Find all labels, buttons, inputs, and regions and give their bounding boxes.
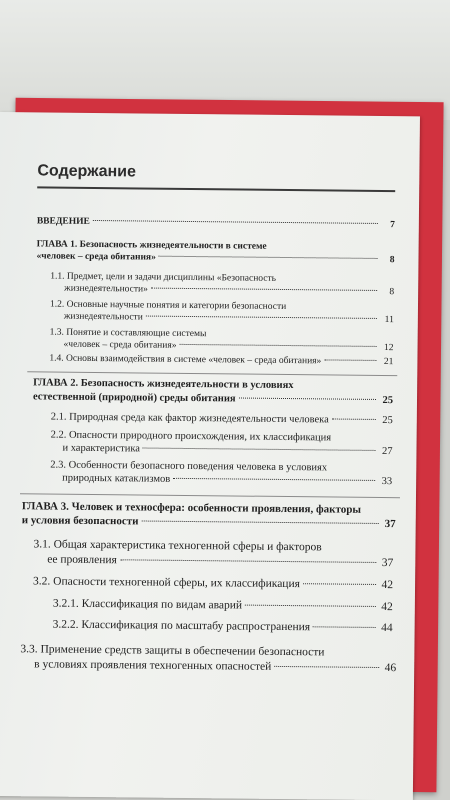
toc-page-number: 25	[382, 415, 393, 427]
toc-entry-title: 3.2.1. Классификация по видам аварий	[52, 597, 243, 612]
toc-entry-title-line1: ГЛАВА 2. Безопасность жизнедеятельности в условиях	[33, 377, 294, 392]
toc-page-number: 37	[381, 557, 394, 570]
toc-entry-title-line2: и условия безопасности	[21, 514, 139, 528]
toc-entry-title-line2: природных катаклизмов	[62, 472, 171, 485]
toc-entry-title-line2: «человек – среда обитания»	[36, 251, 156, 263]
toc-entry-title-line1: 1.2. Основные научные понятия и категории безопасности	[49, 299, 287, 313]
toc-page-number: 44	[381, 622, 393, 635]
toc-page-number: 8	[389, 255, 395, 266]
section-divider	[20, 493, 400, 498]
toc-page-number: 11	[384, 315, 394, 326]
toc-page-number: 8	[389, 287, 395, 298]
dot-leader	[245, 605, 376, 607]
section-divider	[27, 371, 397, 376]
toc-entry-1-3	[0, 326, 418, 354]
dot-leader	[332, 418, 376, 419]
toc-entry-3-2-1	[0, 596, 415, 615]
toc-entry-title-line2: ее проявления	[47, 553, 117, 567]
toc-entry-title-line1: 3.1. Общая характеристика техногенной сферы и факторов	[33, 538, 322, 554]
toc-entry-title-line2: и характеристика	[62, 442, 141, 455]
toc-page-number: 12	[383, 343, 394, 354]
toc-entry-2-2	[0, 428, 417, 458]
dot-leader	[151, 288, 377, 291]
toc-entry-chapter-3	[0, 499, 416, 531]
toc-entry-title-line1: ГЛАВА 3. Человек и техносфера: особенности проявления, факторы	[21, 500, 362, 516]
toc-entry-title-line2: в условиях проявления техногенных опасностей	[34, 658, 272, 673]
dot-leader	[324, 359, 376, 361]
toc-entry-title-line1: ГЛАВА 1. Безопасность жизнедеятельности в системе	[36, 239, 267, 252]
toc-page-number: 33	[381, 476, 393, 488]
toc-entry-title: ВВЕДЕНИЕ	[36, 216, 90, 227]
toc-page-number: 21	[383, 357, 394, 368]
page-heading: Содержание	[37, 162, 395, 192]
dot-leader	[146, 316, 377, 319]
dot-leader	[173, 478, 375, 481]
toc-page-number: 7	[390, 220, 395, 231]
toc-entry-1-4	[0, 352, 417, 368]
toc-page-number: 42	[381, 601, 393, 614]
toc-entry-title-line1: 1.1. Предмет, цели и задачи дисциплины «Безопасность	[50, 271, 277, 284]
toc-entry-title-line1: 2.3. Особенности безопасного поведения человека в условиях	[50, 459, 328, 474]
toc-page-number: 27	[381, 446, 393, 458]
toc-entry-introduction	[0, 215, 419, 231]
dot-leader	[313, 626, 376, 628]
toc-entry-title: 3.2.2. Классификация по масштабу распространения	[52, 618, 311, 634]
toc-entry-3-1	[0, 537, 416, 571]
toc-entry-1-2	[0, 298, 418, 326]
toc-entry-chapter-2	[0, 376, 417, 408]
dot-leader	[303, 583, 376, 585]
dot-leader	[120, 559, 376, 563]
toc-entry-1-1	[0, 270, 418, 298]
toc-entry-title: 3.2. Опасности техногенной сферы, их классификация	[33, 575, 300, 591]
dot-leader	[179, 344, 376, 347]
toc-entry-3-3	[0, 642, 414, 676]
toc-entry-title-line2: естественной (природной) среды обитания	[32, 391, 236, 405]
dot-leader	[143, 448, 376, 451]
toc-entry-title-line2: «человек – среда обитания»	[63, 339, 177, 351]
toc-entry-title-line2: жизнедеятельности	[63, 311, 143, 323]
toc-entry-3-2-2	[0, 617, 415, 636]
toc-entry-title-line1: 3.3. Применение средств защиты в обеспечении безопасности	[20, 643, 325, 659]
toc-entry-2-3	[0, 458, 416, 488]
book-page	[0, 112, 420, 800]
dot-leader	[159, 256, 378, 259]
toc-page-number: 37	[384, 518, 396, 531]
toc-entry-3-2	[0, 574, 415, 593]
dot-leader	[239, 398, 376, 400]
toc-entry-chapter-1	[0, 238, 419, 266]
toc-entry-title: 2.1. Природная среда как фактор жизнедеятельности человека	[50, 411, 329, 426]
toc-page-number: 25	[382, 395, 394, 407]
toc-entry-title-line1: 1.3. Понятие и составляющие системы	[49, 327, 207, 340]
dot-leader	[93, 220, 378, 224]
toc-page-number: 42	[381, 579, 394, 592]
toc-entry-2-1	[0, 410, 417, 427]
toc-entry-title: 1.4. Основы взаимодействия в системе «человек – среда обитания»	[49, 353, 322, 367]
dot-leader	[142, 521, 379, 524]
toc-entry-title-line2: жизнедеятельности»	[64, 283, 148, 295]
toc-entry-title-line1: 2.2. Опасности природного происхождения, их классификация	[50, 429, 332, 444]
toc-page-number: 46	[384, 662, 397, 675]
dot-leader	[274, 666, 379, 668]
